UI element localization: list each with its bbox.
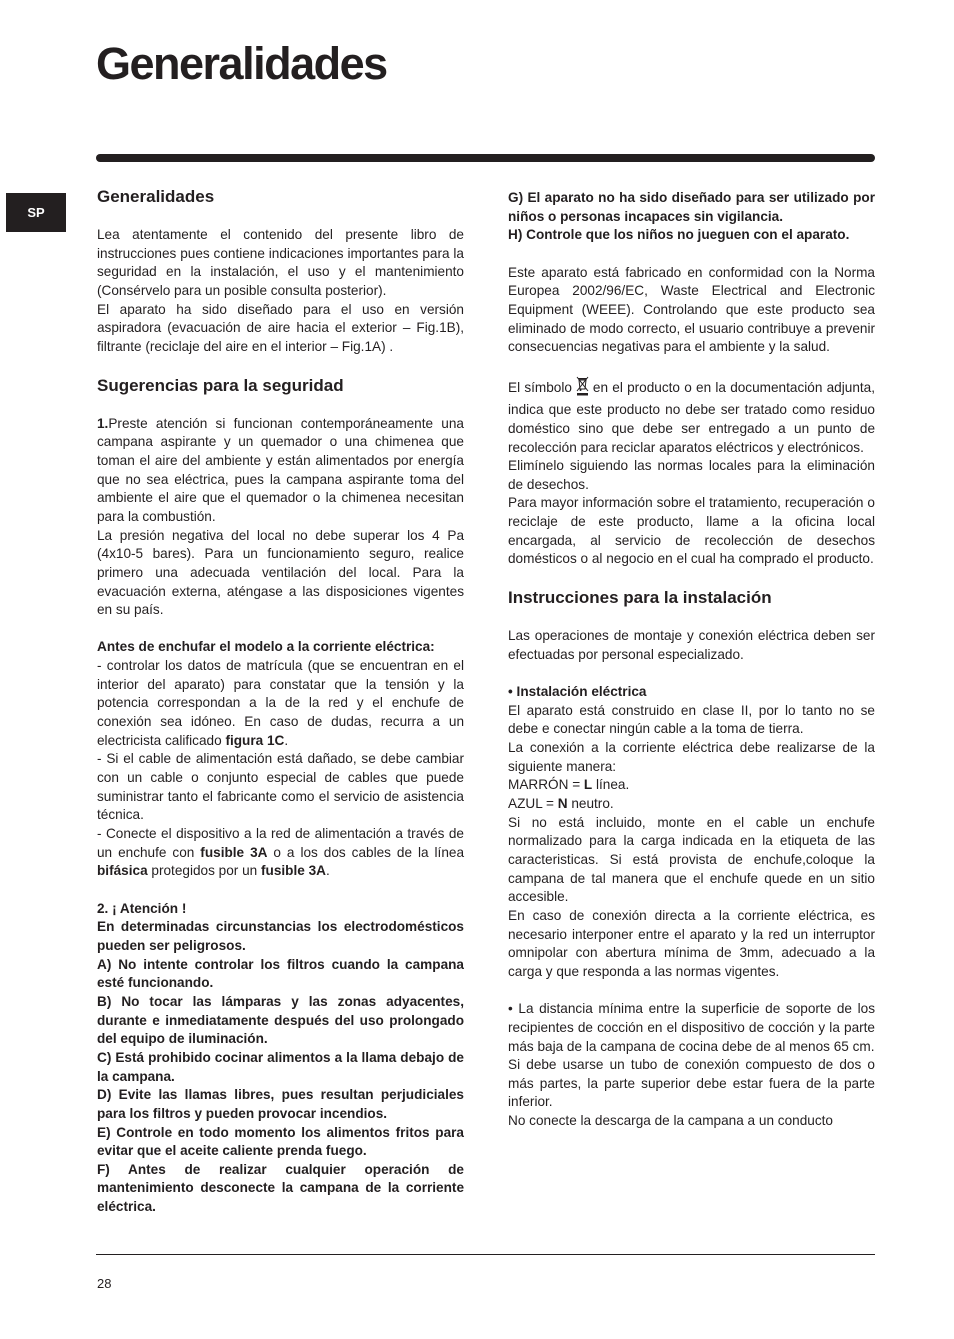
safety-pressure-paragraph: La presión negativa del local no debe superar los 4 Pa (4x10-5 bares). Para un funcionamiento seguro, realice primero una adecuada ventilación del local. Para la evacuación externa, aténgase a las disposiciones vigentes en su país. [97,527,464,618]
language-tab: SP [6,193,66,232]
weee-paragraph-3: Elimínelo siguiendo las normas locales para la eliminación de desechos. [508,458,875,492]
warning-item-g: G) El aparato no ha sido diseñado para ser utilizado por niños o personas incapaces sin vigilancia. [508,190,875,224]
warning-item-e: E) Controle en todo momento los alimentos fritos para evitar que el aceite caliente prenda fuego. [97,1124,464,1159]
weee-paragraph-2-text: en el producto o en la documentación adjunta, indica que este producto no debe ser tratado como residuo doméstico sino que debe ser entregado a un punto de recolección para reciclar aparatos eléctricos y electrónicos. [508,379,875,455]
section-heading-instalacion: Instrucciones para la instalación [508,588,772,608]
footer-rule [96,1254,875,1255]
distance-paragraph-2: Si debe usarse un tubo de conexión compuesto de dos o más partes, la parte superior debe estar fuera de la parte inferior. [508,1057,875,1110]
electrical-installation-heading: • Instalación eléctrica [508,684,647,700]
before-plugging-item-3-text: protegidos por un [147,863,261,879]
wire-blue-code: N [557,795,568,811]
electrical-paragraph-2: La conexión a la corriente eléctrica debe realizarse de la siguiente manera: [508,740,875,774]
electrical-paragraph-4: En caso de conexión directa a la corriente eléctrica, es necesario interponer entre el aparato y la red un interruptor omnipolar con abertura mínima de 3mm, adecuado a la carga y que responda a las normas vigentes. [508,907,875,979]
generalidades-paragraph-2: El aparato ha sido diseñado para el uso en versión aspiradora (evacuación de aire hacia el exterior – Fig.1B), filtrante (reciclaje del aire en el interior – Fig.1A) . [97,301,464,354]
biphasic-term: bifásica [97,863,148,879]
wire-brown-line [508,776,875,795]
electrical-paragraph-3: Si no está incluido, monte en el cable un enchufe normalizado para la carga indicada en la etiqueta de las caracteristicas. Si está provista de enchufe,coloque la campana de tal manera que el enchufe quede en un sitio accesible. [508,814,875,905]
fuse-spec: fusible 3A [260,863,326,879]
generalidades-paragraph-1: Lea atentamente el contenido del presente libro de instrucciones pues contiene indicaciones importantes para la seguridad en la instalación, el uso y el mantenimiento (Consérvelo para un posible consulta posterior). [97,227,464,298]
fuse-spec: fusible 3A [200,844,268,860]
crossed-out-wheelie-bin-icon [576,376,589,402]
warning-item-f: F) Antes de realizar cualquier operación de mantenimiento desconecte la campana de la corriente eléctrica. [97,1161,464,1215]
distance-paragraph-1: • La distancia mínima entre la superficie de soporte de los recipientes de cocción en el dispositivo de cocción y la parte más baja de la campana de cocina debe de al menos 65 cm. [508,1001,875,1054]
before-plugging-item-3-text: - Conecte el dispositivo a la red de alimentación a través de un enchufe con [97,826,464,860]
wire-brown-code: L [583,777,593,793]
warning-item-b: B) No tocar las lámparas y las zonas adyacentes, durante e inmediatamente después del uso prolongado del equipo de iluminación. [97,993,464,1047]
right-column [508,189,875,1131]
wire-brown-meaning: línea. [592,777,630,793]
left-column [97,186,464,1217]
before-plugging-item-3-text: o a los dos cables de la línea [267,844,465,860]
weee-paragraph-4: Para mayor información sobre el tratamiento, recuperación o reciclaje de este producto, llame a la oficina local encargada, al servicio de recolección de desechos domésticos o al negocio en el cual ha comprado el producto. [508,495,875,567]
section-heading-seguridad: Sugerencias para la seguridad [97,375,344,395]
wire-blue-line [508,795,875,814]
wire-blue-meaning: neutro. [567,795,614,811]
warning-item-h: H) Controle que los niños no jueguen con el aparato. [508,227,850,243]
figure-reference: figura 1C [225,732,285,748]
distance-paragraph-3: No conecte la descarga de la campana a un conducto [508,1113,833,1129]
safety-item-1 [97,415,464,527]
before-plugging-item-3 [97,825,464,881]
warning-title: 2. ¡ Atención ! [97,900,187,916]
weee-paragraph-1: Este aparato está fabricado en conformidad con la Norma Europea 2002/96/EC, Waste Electrical and Electronic Equipment (WEEE). Controlando que este producto sea eliminado de modo correcto, el usuario contribuye a prevenir consecuencias negativas para el ambiente y la salud. [508,264,875,355]
weee-paragraph-2 [508,376,875,458]
weee-symbol-label: El símbolo [508,379,572,395]
section-heading-generalidades: Generalidades [97,187,215,206]
electrical-paragraph-1: El aparato está construido en clase II, por lo tanto no se debe e conectar ningún cable a la toma de tierra. [508,702,875,737]
title-rule [96,154,875,162]
before-plugging-heading: Antes de enchufar el modelo a la corriente eléctrica: [97,639,435,655]
before-plugging-item-2: - Si el cable de alimentación está dañado, se debe cambiar con un cable o conjunto especial de cables que puede suministrar tanto el fabricante como el servicio de asistencia técnica. [97,751,464,823]
installation-paragraph-1: Las operaciones de montaje y conexión eléctrica deben ser efectuadas por personal especializado. [508,628,875,662]
warning-intro: En determinadas circunstancias los electrodomésticos pueden ser peligrosos. [97,919,464,953]
before-plugging-item-1-text: - controlar los datos de matrícula (que se encuentran en el interior del aparato) para constatar que la tensión y la potencia correspondan a la de la red y el enchufe de conexión sea idóneo. En caso de dudas, recurra a un electricista calificado [97,658,464,748]
warning-item-d: D) Evite las llamas libres, pues resultan perjudiciales para los filtros y pueden provocar incendios. [97,1087,464,1121]
warning-item-a: A) No intente controlar los filtros cuando la campana esté funcionando. [97,956,464,991]
before-plugging-item-1 [97,657,464,750]
safety-item-1-text: Preste atención si funcionan contemporáneamente una campana aspirante y un quemador o una chimenea que toman el aire del ambiente y están alimentados por energía que no sea eléctrica, pues la campana aspirante toma del ambiente el aire que el quemador o la chimenea necesitan para la combustión. [97,415,464,524]
page-number: 28 [97,1276,112,1291]
wire-blue-label: AZUL = [508,795,558,811]
before-plugging-item-1-end: . [284,732,289,748]
safety-item-1-number: 1. [97,415,109,431]
wire-brown-label: MARRÓN = [508,777,584,793]
before-plugging-item-3-end: . [325,863,330,879]
page-title: Generalidades [96,38,387,89]
warning-item-c: C) Está prohibido cocinar alimentos a la llama debajo de la campana. [97,1049,464,1084]
